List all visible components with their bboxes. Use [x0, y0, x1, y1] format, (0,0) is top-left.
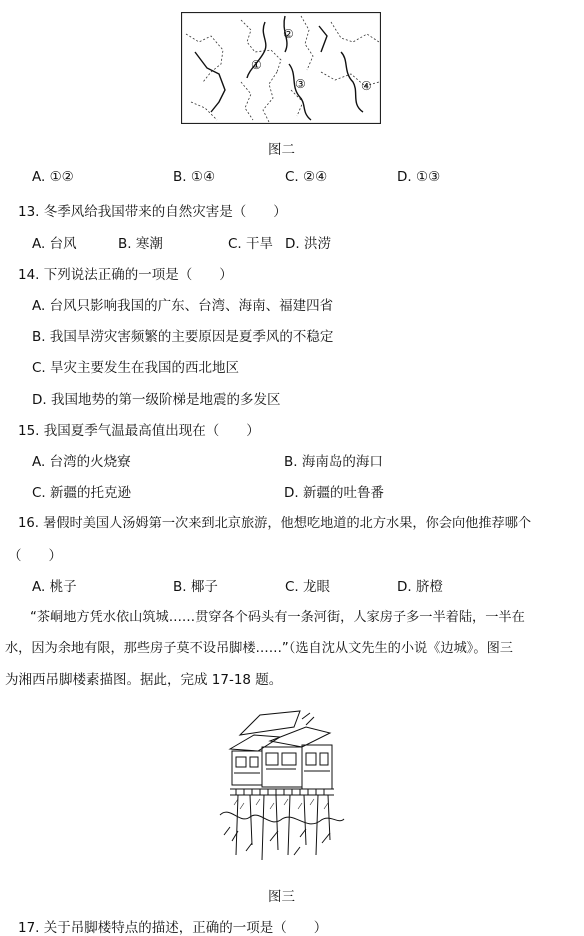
q14-option-b: B. 我国旱涝灾害频繁的主要原因是夏季风的不稳定: [32, 329, 334, 345]
q16-option-b: B. 椰子: [173, 579, 218, 595]
marker-2: ②: [283, 27, 294, 41]
q15-option-d: D. 新疆的吐鲁番: [284, 485, 384, 501]
q14-option-c: C. 旱灾主要发生在我国的西北地区: [32, 360, 240, 376]
marker-1: ①: [251, 58, 262, 72]
q15-option-b: B. 海南岛的海口: [284, 454, 383, 470]
figure2-caption: 图二: [268, 142, 295, 158]
q13-option-a: A. 台风: [32, 236, 77, 252]
q14-option-a: A. 台风只影响我国的广东、台湾、海南、福建四省: [32, 298, 334, 314]
q14-option-d: D. 我国地势的第一级阶梯是地震的多发区: [32, 392, 281, 408]
q15-stem: 15. 我国夏季气温最高值出现在（ ）: [18, 423, 260, 439]
q15-option-a: A. 台湾的火烧寮: [32, 454, 131, 470]
figure2-map: [181, 12, 381, 124]
q12-option-c: C. ②④: [285, 169, 328, 185]
passage-line1: “茶峒地方凭水依山筑城……贯穿各个码头有一条河街，人家房子多一半着陆，一半在: [30, 610, 525, 625]
marker-4: ④: [361, 79, 372, 93]
q13-option-d: D. 洪涝: [285, 236, 331, 252]
q13-option-b: B. 寒潮: [118, 236, 163, 252]
q15-option-c: C. 新疆的托克逊: [32, 485, 132, 501]
q12-option-a: A. ①②: [32, 169, 74, 185]
q14-stem: 14. 下列说法正确的一项是（ ）: [18, 267, 233, 283]
q16-option-c: C. 龙眼: [285, 579, 331, 595]
q16-option-a: A. 桃子: [32, 579, 77, 595]
passage-line3: 为湘西吊脚楼素描图。据此，完成 17-18 题。: [5, 672, 283, 688]
q17-stem: 17. 关于吊脚楼特点的描述，正确的一项是（ ）: [18, 920, 328, 936]
q16-stem-line1: 16. 暑假时美国人汤姆第一次来到北京旅游，他想吃地道的北方水果，你会向他推荐哪个: [18, 516, 532, 531]
marker-3: ③: [295, 77, 306, 91]
q16-stem-line2: （ ）: [8, 548, 62, 564]
figure3-caption: 图三: [268, 889, 295, 905]
figure3-stilt-house-sketch: [210, 705, 350, 863]
q13-option-c: C. 干旱: [228, 236, 274, 252]
q12-option-b: B. ①④: [173, 169, 216, 185]
q16-option-d: D. 脐橙: [397, 579, 443, 595]
q13-stem: 13. 冬季风给我国带来的自然灾害是（ ）: [18, 204, 287, 220]
q12-option-d: D. ①③: [397, 169, 441, 185]
passage-line2: 水，因为余地有限，那些房子莫不设吊脚楼……”（选自沈从文先生的小说《边城》。图三: [5, 641, 513, 656]
